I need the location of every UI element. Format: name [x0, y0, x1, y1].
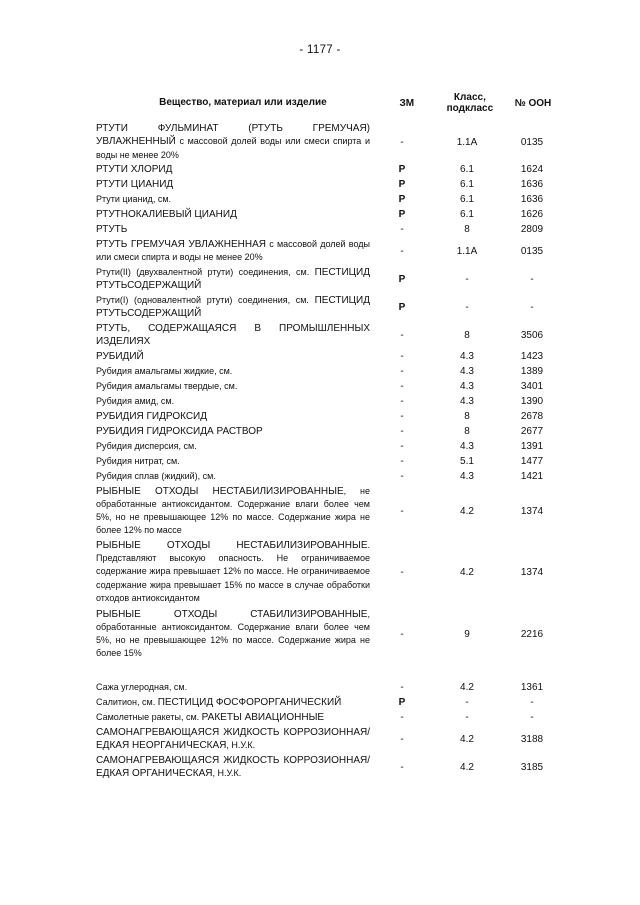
- cell-substance-name: [96, 395, 370, 408]
- cell-class: 4.2: [460, 682, 474, 693]
- table-row: [96, 349, 564, 364]
- name-lowercase-part: Ртути(II) (двухвалентной ртути) соединения, см.: [96, 266, 315, 277]
- cell-zm: -: [400, 245, 404, 257]
- cell-class: 6.1: [460, 194, 474, 205]
- table-row: [96, 394, 564, 409]
- cell-zm: -: [400, 426, 404, 437]
- table-header: [96, 84, 564, 122]
- cell-zm: -: [400, 224, 404, 235]
- name-uppercase-part: РЫБНЫЕ ОТХОДЫ НЕСТАБИЛИЗИРОВАННЫЕ: [96, 485, 344, 497]
- substance-table: [96, 84, 564, 781]
- cell-un-number: 1477: [520, 456, 544, 467]
- cell-un-number: 0135: [520, 136, 544, 148]
- cell-substance-name: [96, 470, 370, 483]
- cell-substance-name: [96, 122, 370, 162]
- cell-class: 4.2: [460, 733, 474, 745]
- cell-substance-name: [96, 681, 370, 694]
- header-un: № ООН: [514, 97, 552, 109]
- cell-class: -: [465, 712, 469, 723]
- table-row: [96, 207, 564, 222]
- cell-un-number: 1421: [520, 471, 544, 482]
- table-row: [96, 237, 564, 265]
- name-uppercase-part: РАКЕТЫ АВИАЦИОННЫЕ: [201, 711, 325, 723]
- cell-zm: -: [400, 366, 404, 377]
- cell-zm: -: [400, 471, 404, 482]
- cell-un-number: 2809: [520, 224, 544, 235]
- name-lowercase-part: , не обработанные антиоксидантом. Содержание влаги более чем 5%, но не превышающее 12% по массе. Содержание жира не более 12% по массе: [96, 485, 371, 536]
- cell-un-number: -: [530, 712, 534, 723]
- cell-class: 9: [464, 628, 470, 640]
- cell-zm: -: [400, 566, 404, 578]
- name-lowercase-part: , обработанные антиоксидантом. Содержание влаги более чем 5%, но не превышающее 12% по массе. Содержание жира не более 15%: [96, 608, 370, 659]
- cell-class: 5.1: [460, 456, 474, 467]
- name-uppercase-part: РУБИДИЯ ГИДРОКСИДА РАСТВОР: [96, 425, 263, 437]
- name-uppercase-part: РЫБНЫЕ ОТХОДЫ СТАБИЛИЗИРОВАННЫЕ: [96, 608, 368, 620]
- table-row: [96, 484, 564, 538]
- cell-substance-name: [96, 350, 370, 363]
- cell-un-number: 0135: [520, 245, 544, 257]
- cell-substance-name: [96, 440, 370, 453]
- cell-substance-name: [96, 711, 370, 724]
- name-lowercase-part: Самолетные ракеты, см.: [96, 711, 202, 722]
- cell-substance-name: [96, 485, 370, 538]
- cell-zm: -: [400, 381, 404, 392]
- cell-class: -: [465, 697, 469, 708]
- table-row: [96, 710, 564, 725]
- name-uppercase-part: САМОНАГРЕВАЮЩАЯСЯ ЖИДКОСТЬ КОРРОЗИОННАЯ/ЕДКАЯ ОРГАНИЧЕСКАЯ: [96, 754, 370, 779]
- cell-class: -: [465, 273, 469, 285]
- cell-substance-name: [96, 425, 370, 438]
- table-row: [96, 192, 564, 207]
- cell-zm: Р: [398, 273, 406, 285]
- cell-zm: -: [400, 733, 404, 745]
- cell-class: 1.1A: [456, 136, 478, 148]
- name-lowercase-part: Рубидия амальгамы жидкие, см.: [96, 365, 233, 376]
- table-row: [96, 293, 564, 321]
- cell-un-number: 2678: [520, 411, 544, 422]
- cell-zm: -: [400, 505, 404, 517]
- name-lowercase-part: , Н.У.К.: [212, 768, 242, 778]
- name-uppercase-part: РТУТИ ФУЛЬМИНАТ (РТУТЬ ГРЕМУЧАЯ) УВЛАЖНЕННЫЙ: [96, 123, 370, 148]
- name-lowercase-part: . Представляют высокую опасность. Не ограничиваемое содержание жира превышает 12% по массе. Не ограничиваемое содержание жира превышает 15% по массе в случае обработки отходов антиоксидантом: [96, 539, 370, 603]
- name-uppercase-part: ПЕСТИЦИД РТУТЬСОДЕРЖАЩИЙ: [96, 266, 370, 291]
- cell-substance-name: [96, 380, 370, 393]
- row-spacer: [96, 662, 564, 680]
- cell-substance-name: [96, 266, 370, 292]
- name-uppercase-part: РУБИДИЯ ГИДРОКСИД: [96, 410, 208, 422]
- table-body: [96, 122, 564, 781]
- cell-class: 8: [464, 426, 470, 437]
- table-row: [96, 680, 564, 695]
- name-uppercase-part: РТУТИ ХЛОРИД: [96, 163, 173, 175]
- cell-substance-name: [96, 365, 370, 378]
- cell-class: 4.3: [460, 471, 474, 482]
- cell-zm: -: [400, 761, 404, 773]
- cell-zm: -: [400, 411, 404, 422]
- cell-un-number: 2677: [520, 426, 544, 437]
- cell-class: 6.1: [460, 179, 474, 190]
- cell-substance-name: [96, 410, 370, 423]
- cell-substance-name: [96, 163, 370, 176]
- table-row: [96, 439, 564, 454]
- page-number: - 1177 -: [299, 44, 341, 56]
- cell-class: 4.3: [460, 381, 474, 392]
- cell-zm: -: [400, 456, 404, 467]
- cell-un-number: 3401: [520, 381, 544, 392]
- cell-zm: -: [400, 441, 404, 452]
- cell-zm: -: [400, 136, 404, 148]
- name-lowercase-part: Салитион, см.: [96, 696, 158, 707]
- table-row: [96, 725, 564, 753]
- name-lowercase-part: Рубидия дисперсия, см.: [96, 440, 197, 451]
- cell-class: 4.3: [460, 366, 474, 377]
- name-lowercase-part: Рубидия нитрат, см.: [96, 455, 180, 466]
- cell-zm: Р: [398, 179, 406, 190]
- cell-class: -: [465, 301, 469, 313]
- cell-substance-name: [96, 294, 370, 320]
- name-uppercase-part: РТУТЬ, СОДЕРЖАЩАЯСЯ В ПРОМЫШЛЕННЫХ ИЗДЕЛИЯХ: [96, 322, 370, 347]
- cell-un-number: 1374: [520, 505, 544, 517]
- cell-class: 6.1: [460, 164, 474, 175]
- cell-class: 4.2: [460, 566, 474, 578]
- cell-zm: Р: [398, 164, 406, 175]
- header-class: Класс, подкласс: [446, 92, 494, 114]
- cell-un-number: 1361: [520, 682, 544, 693]
- cell-class: 4.3: [460, 441, 474, 452]
- cell-zm: Р: [398, 301, 406, 313]
- name-lowercase-part: Ртути(I) (одновалентной ртути) соединения, см.: [96, 294, 315, 305]
- table-row: [96, 469, 564, 484]
- table-row: [96, 538, 564, 606]
- cell-substance-name: [96, 754, 370, 780]
- cell-un-number: 2216: [520, 628, 544, 640]
- name-lowercase-part: Рубидия сплав (жидкий), см.: [96, 470, 216, 481]
- cell-un-number: 1624: [520, 164, 544, 175]
- cell-class: 4.3: [460, 396, 474, 407]
- cell-substance-name: [96, 455, 370, 468]
- cell-class: 6.1: [460, 209, 474, 220]
- cell-un-number: 1389: [520, 366, 544, 377]
- name-uppercase-part: САМОНАГРЕВАЮЩАЯСЯ ЖИДКОСТЬ КОРРОЗИОННАЯ/ЕДКАЯ НЕОРГАНИЧЕСКАЯ: [96, 726, 370, 751]
- table-row: [96, 177, 564, 192]
- name-uppercase-part: РУБИДИЙ: [96, 350, 144, 362]
- name-uppercase-part: РТУТЬ: [96, 223, 128, 235]
- table-row: [96, 122, 564, 162]
- cell-substance-name: [96, 539, 370, 605]
- cell-zm: -: [400, 682, 404, 693]
- cell-substance-name: [96, 178, 370, 191]
- cell-zm: -: [400, 628, 404, 640]
- cell-substance-name: [96, 208, 370, 221]
- cell-class: 4.2: [460, 505, 474, 517]
- name-lowercase-part: с массовой долей воды или смеси спирта и воды не менее 20%: [96, 136, 370, 160]
- cell-substance-name: [96, 322, 370, 348]
- cell-un-number: 3506: [520, 329, 544, 341]
- cell-zm: -: [400, 329, 404, 341]
- cell-un-number: -: [530, 273, 534, 285]
- table-row: [96, 265, 564, 293]
- cell-un-number: 1391: [520, 441, 544, 452]
- cell-substance-name: [96, 193, 370, 206]
- table-row: [96, 364, 564, 379]
- name-uppercase-part: РТУТНОКАЛИЕВЫЙ ЦИАНИД: [96, 208, 237, 220]
- cell-substance-name: [96, 608, 370, 661]
- cell-substance-name: [96, 696, 370, 709]
- cell-un-number: 1374: [520, 566, 544, 578]
- name-lowercase-part: , Н.У.К.: [226, 740, 256, 750]
- cell-un-number: 1636: [520, 179, 544, 190]
- cell-zm: -: [400, 351, 404, 362]
- table-row: [96, 379, 564, 394]
- cell-class: 1.1A: [456, 245, 478, 257]
- cell-class: 8: [464, 329, 470, 341]
- name-lowercase-part: с массовой долей воды или смеси спирта и воды не менее 20%: [96, 238, 370, 262]
- name-uppercase-part: РТУТЬ ГРЕМУЧАЯ УВЛАЖНЕННАЯ: [96, 238, 266, 250]
- name-lowercase-part: Сажа углеродная, см.: [96, 681, 188, 692]
- table-row: [96, 424, 564, 439]
- cell-zm: -: [400, 396, 404, 407]
- cell-zm: Р: [398, 697, 406, 708]
- name-uppercase-part: РТУТИ ЦИАНИД: [96, 178, 174, 190]
- name-lowercase-part: Рубидия амид, см.: [96, 395, 175, 406]
- cell-un-number: 3185: [520, 761, 544, 773]
- header-zm: ЗМ: [399, 97, 415, 109]
- cell-class: 4.2: [460, 761, 474, 773]
- table-row: [96, 753, 564, 781]
- name-lowercase-part: Рубидия амальгамы твердые, см.: [96, 380, 238, 391]
- cell-class: 8: [464, 224, 470, 235]
- cell-zm: -: [400, 712, 404, 723]
- table-row: [96, 606, 564, 662]
- cell-un-number: -: [530, 301, 534, 313]
- cell-un-number: 1390: [520, 396, 544, 407]
- cell-un-number: 1636: [520, 194, 544, 205]
- cell-un-number: -: [530, 697, 534, 708]
- cell-un-number: 1423: [520, 351, 544, 362]
- table-row: [96, 222, 564, 237]
- cell-substance-name: [96, 726, 370, 752]
- name-lowercase-part: Ртути цианид, см.: [96, 193, 172, 204]
- cell-un-number: 3188: [520, 733, 544, 745]
- table-row: [96, 695, 564, 710]
- cell-un-number: 1626: [520, 209, 544, 220]
- table-row: [96, 162, 564, 177]
- table-row: [96, 321, 564, 349]
- cell-class: 8: [464, 411, 470, 422]
- cell-substance-name: [96, 223, 370, 236]
- cell-zm: Р: [398, 209, 406, 220]
- table-row: [96, 409, 564, 424]
- cell-substance-name: [96, 238, 370, 264]
- name-uppercase-part: ПЕСТИЦИД РТУТЬСОДЕРЖАЩИЙ: [96, 294, 370, 319]
- table-row: [96, 454, 564, 469]
- cell-class: 4.3: [460, 351, 474, 362]
- name-uppercase-part: ПЕСТИЦИД ФОСФОРОРГАНИЧЕСКИЙ: [157, 696, 342, 708]
- header-name: Вещество, материал или изделие: [159, 97, 327, 109]
- name-uppercase-part: РЫБНЫЕ ОТХОДЫ НЕСТАБИЛИЗИРОВАННЫЕ: [96, 539, 368, 551]
- cell-zm: Р: [398, 194, 406, 205]
